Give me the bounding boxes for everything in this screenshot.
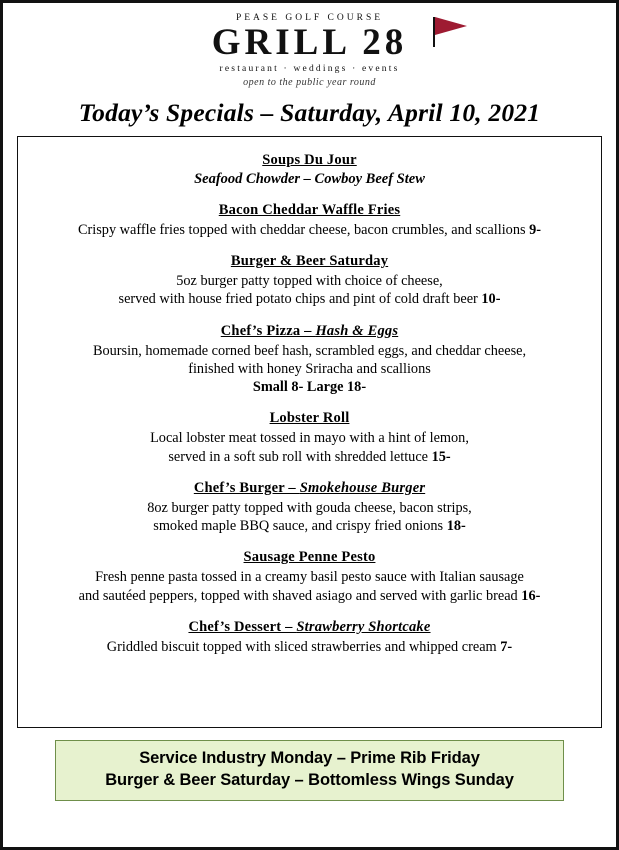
banner-line-2: Burger & Beer Saturday – Bottomless Wings Sunday <box>105 770 514 789</box>
menu-item-price: 10- <box>481 291 501 308</box>
menu-item-heading-variant: Smokehouse Burger <box>299 479 426 496</box>
menu-item-description-line: and sautéed peppers, topped with shaved asiago and served with garlic bread <box>78 587 518 604</box>
menu-item-heading-text: Chef’s Pizza – <box>220 322 316 339</box>
menu-item-description-line-wrap <box>28 587 591 605</box>
menu-item-heading: Sausage Penne Pesto <box>243 549 376 566</box>
menu-item <box>28 252 591 309</box>
menu-item-description <box>28 568 591 605</box>
menu-item-price: 7- <box>500 639 513 655</box>
menu-item-description-line: 5oz burger patty topped with choice of cheese, <box>176 273 443 290</box>
menu-item-heading-text: Chef’s Burger – <box>193 479 300 496</box>
menu-item-description-line: Local lobster meat tossed in mayo with a hint of lemon, <box>150 430 469 447</box>
menu-item <box>28 201 591 239</box>
menu-item-description-line: smoked maple BBQ sauce, and crispy fried onions <box>153 518 444 535</box>
menu-item-price: 15- <box>431 448 451 465</box>
logo-wordmark: GRILL 28 <box>211 22 408 63</box>
menu-item-price: 18- <box>446 518 466 535</box>
menu-item-price: 9- <box>529 221 542 238</box>
menu-item-price: 16- <box>521 587 541 604</box>
menu-item-description-line: Griddled biscuit topped with sliced strawberries and whipped cream <box>106 639 497 655</box>
menu-item-description-line: Fresh penne pasta tossed in a creamy basil pesto sauce with Italian sausage <box>95 569 524 586</box>
menu-item-heading: Lobster Roll <box>269 410 350 427</box>
menu-item-description-line-wrap <box>28 517 591 535</box>
menu-item <box>28 548 591 605</box>
menu-item-description-line-wrap <box>28 448 591 466</box>
menu-item-heading: Soups Du Jour <box>262 151 357 168</box>
menu-item-heading <box>194 480 425 497</box>
menu-item-heading: Bacon Cheddar Waffle Fries <box>218 201 401 218</box>
menu-item <box>28 479 591 536</box>
menu-item-description <box>28 638 591 656</box>
menu-item-description <box>28 221 591 239</box>
menu-item-subtitle: Seafood Chowder – Cowboy Beef Stew <box>194 170 425 187</box>
menu-item-heading <box>188 619 430 636</box>
menu-item <box>28 322 591 397</box>
menu-item-description-line: served with house fried potato chips and pint of cold draft beer <box>118 291 478 308</box>
menu-item-description-line: 8oz burger patty topped with gouda cheese, bacon strips, <box>147 499 472 516</box>
menu-item-sizes: Small 8- Large 18- <box>252 379 367 396</box>
menu-item-heading <box>221 323 398 340</box>
menu-item-description <box>28 429 591 466</box>
menu-item-heading-variant: Strawberry Shortcake <box>296 619 431 635</box>
menu-item-description-line-wrap <box>28 290 591 308</box>
menu-item-heading-text: Chef’s Dessert – <box>188 619 297 635</box>
logo-subtitle: restaurant · weddings · events <box>219 63 400 74</box>
menu-item-description-line: Boursin, homemade corned beef hash, scrambled eggs, and cheddar cheese, <box>92 342 527 359</box>
menu-item-heading: Burger & Beer Saturday <box>230 253 389 270</box>
menu-item-description <box>28 342 591 379</box>
banner-line-1: Service Industry Monday – Prime Rib Friday <box>139 748 480 767</box>
menu-item <box>28 151 591 188</box>
menu-item <box>28 409 591 466</box>
menu-item <box>28 618 591 656</box>
page-title: Today’s Specials – Saturday, April 10, 2021 <box>78 97 541 127</box>
menu-item-description-line: Crispy waffle fries topped with cheddar cheese, bacon crumbles, and scallions <box>77 221 526 238</box>
logo-block <box>3 3 616 88</box>
menu-item-description-line: finished with honey Sriracha and scallions <box>188 360 431 377</box>
logo-tagline: open to the public year round <box>243 76 376 88</box>
menu-item-heading-variant: Hash & Eggs <box>315 322 399 339</box>
weekly-specials-banner <box>55 740 564 802</box>
menu-item-description <box>28 499 591 536</box>
menu-item-description-line: served in a soft sub roll with shredded lettuce <box>168 448 429 465</box>
menu-item-description <box>28 272 591 309</box>
logo-supertitle: PEASE GOLF COURSE <box>235 13 384 23</box>
menu-list <box>17 136 602 728</box>
